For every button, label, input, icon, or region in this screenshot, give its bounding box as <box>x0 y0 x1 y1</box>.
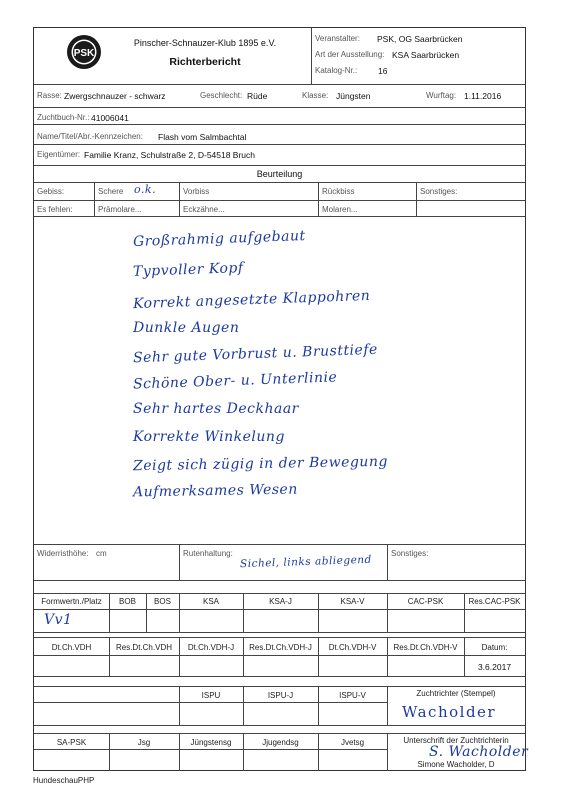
underbite-label: Rückbiss <box>322 187 355 196</box>
scissor-handwritten: o.k. <box>134 183 157 196</box>
overbite-label: Vorbiss <box>183 187 210 196</box>
canines-label: Eckzähne... <box>183 205 225 214</box>
divider <box>387 544 388 581</box>
organizer-label: Veranstalter: <box>315 34 360 43</box>
sieger-header: Jvetsg <box>340 738 365 747</box>
missing-label: Es fehlen: <box>37 205 73 214</box>
breed-value: Zwergschnauzer - schwarz <box>64 91 166 101</box>
note-line: Sehr hartes Deckhaar <box>133 401 299 417</box>
grade-header: CAC-PSK <box>407 597 444 606</box>
divider <box>34 144 525 145</box>
footer-software: HundeschauPHP <box>33 776 95 785</box>
title-header: Dt.Ch.VDH <box>51 643 92 652</box>
judge-signature: S. Wacholder <box>429 744 529 760</box>
divider <box>34 655 525 656</box>
note-line: Korrekte Winkelung <box>133 429 285 445</box>
ispu-header: ISPU-V <box>339 691 366 700</box>
divider <box>94 183 95 216</box>
divider <box>34 200 525 201</box>
grade-handwritten: Vv1 <box>44 612 73 628</box>
bite-other-label: Sonstiges: <box>420 187 458 196</box>
studbook-value: 41006041 <box>91 113 129 123</box>
grade-header: BOB <box>119 597 136 606</box>
show-type-value: KSA Saarbrücken <box>392 50 460 60</box>
judge-name: Simone Wacholder, D <box>417 760 495 769</box>
whelped-label: Wurftag: <box>426 91 457 100</box>
breed-label: Rasse: <box>37 91 62 100</box>
title-header: Res.Dt.Ch.VDH-J <box>249 643 312 652</box>
divider <box>318 183 319 216</box>
owner-label: Eigentümer: <box>37 150 81 159</box>
logo-text: PSK <box>73 48 95 59</box>
note-line: Sehr gute Vorbrust u. Brusttiefe <box>132 341 379 367</box>
grade-header: Formwertn./Platz <box>41 597 102 606</box>
header-divider <box>311 28 312 84</box>
whelped-value: 1.11.2016 <box>464 91 502 101</box>
stamp-label: Zuchtrichter (Stempel) <box>416 689 496 698</box>
note-line: Zeigt sich zügig in der Bewegung <box>132 453 388 475</box>
note-line: Typvoller Kopf <box>132 260 244 280</box>
note-line: Schöne Ober- u. Unterlinie <box>132 369 338 393</box>
catalog-value: 16 <box>378 66 388 76</box>
tail-other-label: Sonstiges: <box>391 549 429 558</box>
tail-handwritten: Sichel, links abliegend <box>239 553 373 571</box>
signature-label: Unterschrift der Zuchtrichterin <box>403 736 509 745</box>
name-label: Name/Titel/Abr.-Kennzeichen: <box>37 132 143 141</box>
class-value: Jüngsten <box>336 91 371 101</box>
grade-header: KSA <box>202 597 219 606</box>
grade-header: KSA-V <box>340 597 365 606</box>
grade-header: Res.CAC-PSK <box>468 597 521 606</box>
date-label: Datum: <box>481 643 508 652</box>
sieger-header: Jsg <box>137 738 151 747</box>
divider <box>34 609 525 610</box>
sieger-header: SA-PSK <box>56 738 87 747</box>
organizer-value: PSK, OG Saarbrücken <box>377 34 463 44</box>
judge-report-form <box>33 27 529 771</box>
date-value: 3.6.2017 <box>477 662 512 672</box>
title-header: Res.Dt.Ch.VDH <box>115 643 172 652</box>
note-line: Aufmerksames Wesen <box>132 481 298 501</box>
ispu-header: ISPU-J <box>267 691 294 700</box>
studbook-label: Zuchtbuch-Nr.: <box>37 113 90 122</box>
withers-label: Widerristhöhe: <box>37 549 89 558</box>
molars-label: Molaren... <box>322 205 358 214</box>
ispu-header: ISPU <box>201 691 221 700</box>
bite-label: Gebiss: <box>37 187 65 196</box>
divider <box>34 702 387 703</box>
withers-unit: cm <box>96 549 107 558</box>
title-header: Dt.Ch.VDH-J <box>187 643 235 652</box>
class-label: Klasse: <box>302 91 329 100</box>
sex-label: Geschlecht: <box>200 91 243 100</box>
note-line: Korrekt angesetzte Klappohren <box>132 287 371 313</box>
judge-stamp: Wacholder <box>402 703 497 721</box>
title-header: Dt.Ch.VDH-V <box>328 643 377 652</box>
divider <box>416 183 417 216</box>
divider <box>34 124 525 125</box>
sieger-header: Jjugendsg <box>262 738 299 747</box>
grade-header: BOS <box>154 597 171 606</box>
divider <box>179 183 180 216</box>
grade-header: KSA-J <box>269 597 292 606</box>
note-line: Großrahmig aufgebaut <box>132 227 306 251</box>
club-logo <box>66 34 102 70</box>
note-line: Dunkle Augen <box>133 320 240 336</box>
divider <box>179 544 180 581</box>
tail-label: Rutenhaltung: <box>183 549 233 558</box>
sex-value: Rüde <box>247 91 268 101</box>
catalog-label: Katalog-Nr.: <box>315 66 358 75</box>
show-type-label: Art der Ausstellung: <box>315 50 385 59</box>
title-header: Res.Dt.Ch.VDH-V <box>393 643 458 652</box>
sieger-header: Jüngstensg <box>190 738 232 747</box>
report-title: Richterbericht <box>169 56 241 68</box>
assessment-heading: Beurteilung <box>256 169 303 179</box>
owner-value: Familie Kranz, Schulstraße 2, D-54518 Bruch <box>84 150 256 160</box>
divider <box>34 749 387 750</box>
premolars-label: Prämolare... <box>98 205 142 214</box>
divider <box>34 216 525 217</box>
club-name: Pinscher-Schnauzer-Klub 1895 e.V. <box>133 38 277 48</box>
scissor-label: Schere <box>98 187 124 196</box>
name-value: Flash vom Salmbachtal <box>158 132 247 142</box>
